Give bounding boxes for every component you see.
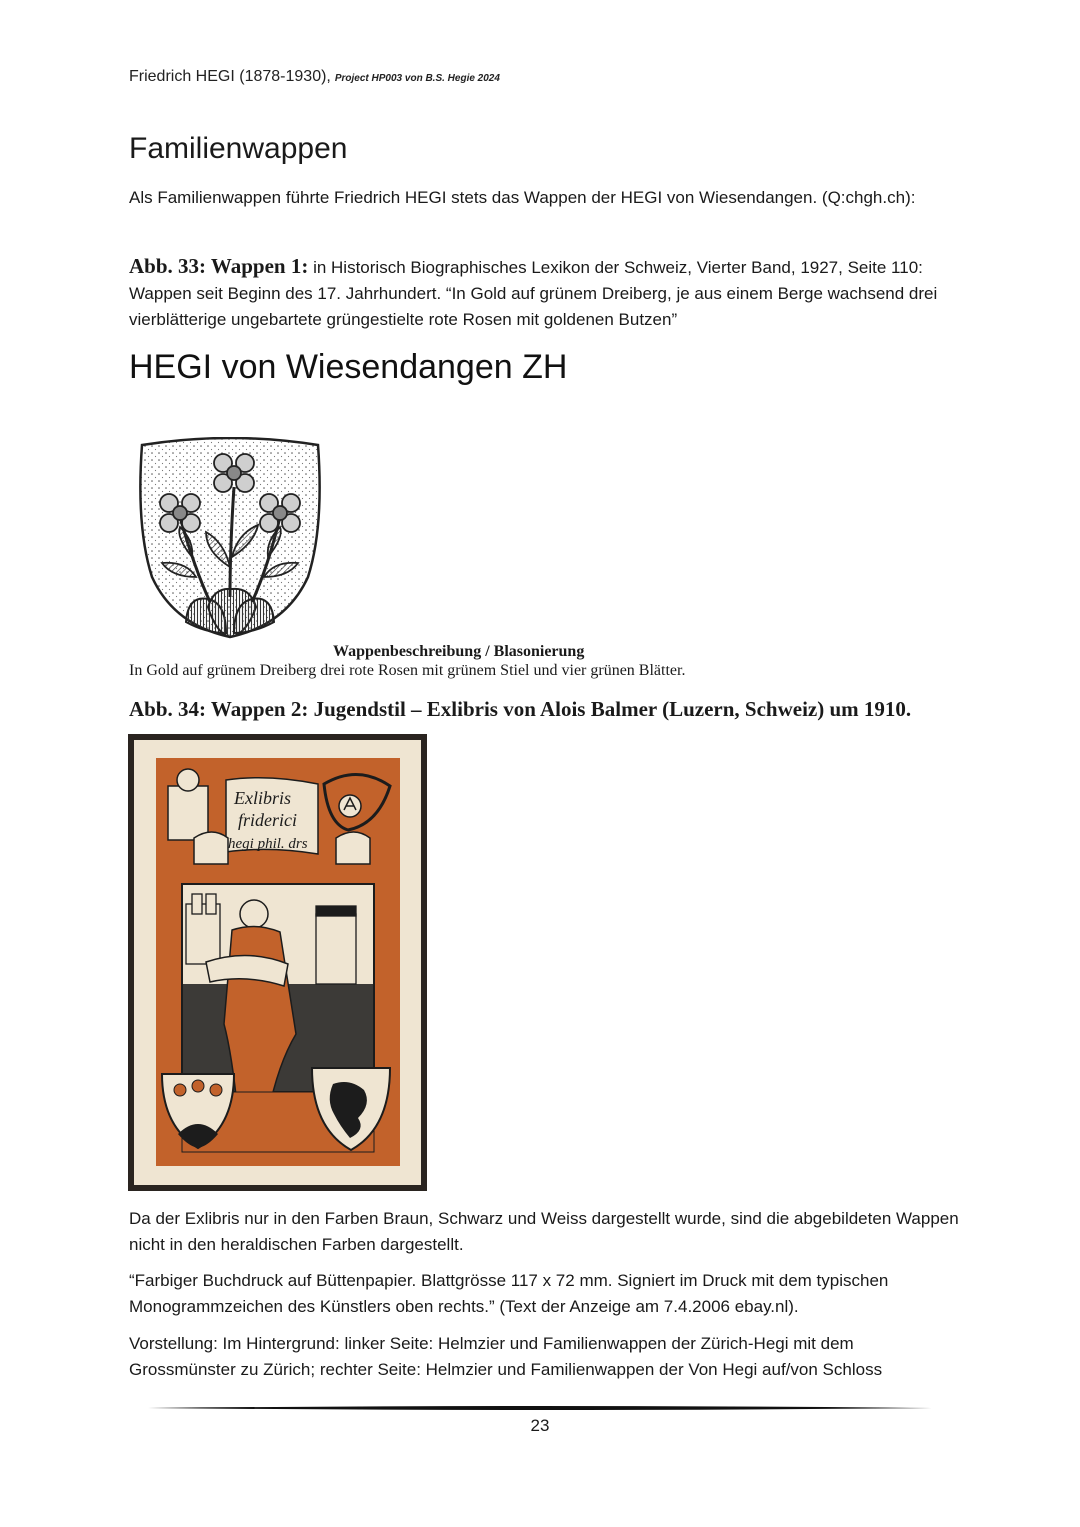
exlibris-line-2: friderici <box>238 810 297 830</box>
blazon-heading: Wappenbeschreibung / Blasonierung <box>333 643 585 660</box>
coat-of-arms-title: HEGI von Wiesendangen ZH <box>129 348 568 386</box>
paragraph-print-description: “Farbiger Buchdruck auf Büttenpapier. Blattgrösse 117 x 72 mm. Signiert im Druck mit dem typischen Monogrammzeichen des Künstlers oben rechts.” (Text der Anzeige am 7.4.2006 ebay.nl). <box>129 1271 889 1316</box>
exlibris-image <box>128 734 427 1191</box>
page-number: 23 <box>530 1416 550 1435</box>
coat-of-arms-shield-image <box>136 437 324 640</box>
exlibris-monogram-icon <box>339 795 361 817</box>
header-project: Project HP003 von B.S. Hegie 2024 <box>334 73 500 84</box>
exlibris-church <box>186 894 220 964</box>
intro-paragraph: Als Familienwappen führte Friedrich HEGI stets das Wappen der HEGI von Wiesendangen. (Q:chgh.ch): <box>129 188 916 207</box>
fig34-caption: Abb. 34: Wappen 2: Jugendstil – Exlibris von Alois Balmer (Luzern, Schweiz) um 1910. <box>129 697 912 721</box>
exlibris-tower <box>316 906 356 984</box>
paragraph-colors-note: Da der Exlibris nur in den Farben Braun, Schwarz und Weiss dargestellt wurde, sind die abgebildeten Wappen nicht in den heraldischen Farben dargestellt. <box>129 1209 959 1254</box>
exlibris-line-3: hegi phil. drs <box>228 836 308 852</box>
fig33-caption <box>129 253 959 333</box>
header-title: Friedrich HEGI (1878-1930), <box>129 68 331 85</box>
fig33-caption-text: in Historisch Biographisches Lexikon der Schweiz, Vierter Band, 1927, Seite 110: Wappen seit Beginn des 17. Jahrhundert. “In Gold auf grünem Dreiberg, je aus einem Berge wachsend drei vierblätterige ungebartete grüngestielte rote Rosen mit goldenen Butzen” <box>129 258 938 329</box>
paragraph-vorstellung: Vorstellung: Im Hintergrund: linker Seite: Helmzier und Familienwappen der Zürich-Hegi mit dem Grossmünster zu Zürich; rechter Seite: Helmzier und Familienwappen der Von Hegi auf/von Schloss <box>129 1334 883 1379</box>
blazon-text: In Gold auf grünem Dreiberg drei rote Rosen mit grünem Stiel und vier grünen Blätter. <box>129 662 686 679</box>
exlibris-line-1: Exlibris <box>234 788 291 808</box>
footer-divider <box>148 1404 932 1412</box>
running-header <box>129 68 500 86</box>
section-heading: Familienwappen <box>129 132 348 165</box>
fig33-label: Abb. 33: Wappen 1: <box>129 254 309 278</box>
